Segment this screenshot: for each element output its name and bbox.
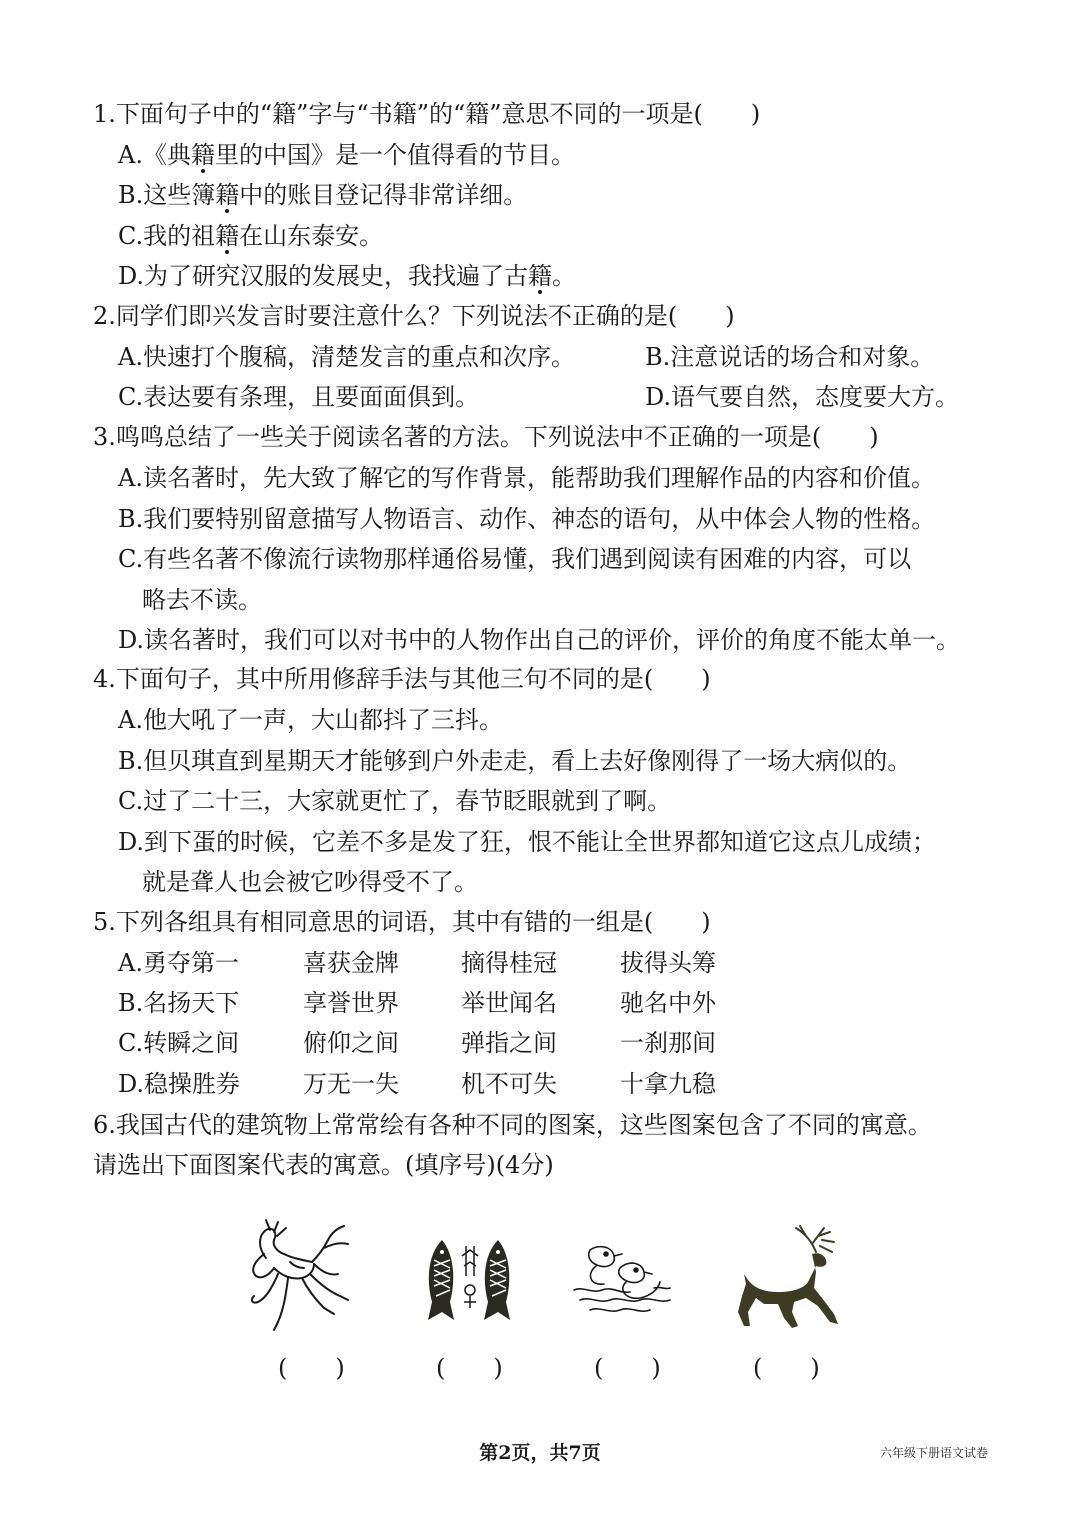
q2-option-d: D.语气要自然，态度要大方。: [645, 383, 960, 411]
q2-option-c: C.表达要有条理，且要面面俱到。: [118, 383, 480, 411]
q3-option-b: B.我们要特别留意描写人物语言、动作、神态的语句，从中体会人物的性格。: [118, 505, 936, 533]
q5-cell: D.稳操胜券: [118, 1070, 241, 1098]
q4-option-d-cont: 就是聋人也会被它吵得受不了。: [142, 868, 478, 896]
emphasis-mark: 籍: [190, 141, 215, 169]
q3-option-c-cont: 略去不读。: [142, 586, 262, 614]
q5-cell: 弹指之间: [461, 1029, 557, 1057]
q5-cell: 举世闻名: [461, 989, 557, 1017]
q5-cell: 拔得头筹: [620, 949, 716, 977]
q4-option-a: A.他大吼了一声，大山都抖了三抖。: [118, 706, 503, 734]
q1-option-a: A.《典籍里的中国》是一个值得看的节目。: [118, 141, 575, 169]
q1-stem: 1.下面句子中的“籍”字与“书籍”的“籍”意思不同的一项是( ): [93, 100, 761, 128]
q4-option-b: B.但贝琪直到星期天才能够到户外走走，看上去好像刚得了一场大病似的。: [118, 747, 912, 775]
q4-option-c: C.过了二十三，大家就更忙了，春节眨眼就到了啊。: [118, 787, 672, 815]
q3-option-a: A.读名著时，先大致了解它的写作背景，能帮助我们理解作品的内容和价值。: [118, 464, 935, 492]
q5-cell: 摘得桂冠: [461, 949, 557, 977]
q4-option-d: D.到下蛋的时候，它差不多是发了狂，恨不能让全世界都知道它这点儿成绩；: [118, 828, 937, 856]
emphasis-mark: 籍: [215, 181, 240, 209]
q6-answer-blank-3[interactable]: ( ): [594, 1354, 661, 1382]
emphasis-mark: 籍: [215, 222, 240, 250]
q4-stem: 4.下面句子，其中所用修辞手法与其他三句不同的是( ): [93, 665, 711, 693]
qilin-icon: [244, 1218, 354, 1336]
q6-stem-cont: 请选出下面图案代表的寓意。(填序号)(4分): [93, 1151, 554, 1179]
q6-answer-blank-1[interactable]: ( ): [278, 1354, 345, 1382]
q3-option-c: C.有些名著不像流行读物那样通俗易懂，我们遇到阅读有困难的内容，可以: [118, 545, 912, 573]
q1-option-b: B.这些簿籍中的账目登记得非常详细。: [118, 181, 528, 209]
q5-cell: 万无一失: [303, 1070, 399, 1098]
page-number: 第2页，共7页: [479, 1442, 601, 1464]
q1-option-d: D.为了研究汉服的发展史，我找遍了古籍。: [118, 262, 577, 290]
q3-option-d: D.读名著时，我们可以对书中的人物作出自己的评价，评价的角度不能太单一。: [118, 626, 961, 654]
emphasis-mark: 籍: [528, 262, 553, 290]
mandarin-ducks-icon: [570, 1242, 674, 1318]
q1-option-c: C.我的祖籍在山东泰安。: [118, 222, 384, 250]
q5-cell: 一刹那间: [620, 1029, 716, 1057]
twin-fish-icon: [422, 1236, 522, 1324]
q5-cell: 驰名中外: [620, 989, 716, 1017]
q5-cell: 喜获金牌: [303, 949, 399, 977]
q6-answer-blank-2[interactable]: ( ): [436, 1354, 503, 1382]
q5-cell: A.勇夺第一: [118, 949, 239, 977]
q2-option-b: B.注意说话的场合和对象。: [645, 343, 935, 371]
q2-option-a: A.快速打个腹稿，清楚发言的重点和次序。: [118, 343, 575, 371]
q5-cell: 十拿九稳: [620, 1070, 716, 1098]
q3-stem: 3.鸣鸣总结了一些关于阅读名著的方法。下列说法中不正确的一项是( ): [93, 423, 879, 451]
deer-icon: [734, 1222, 852, 1334]
q5-cell: 俯仰之间: [303, 1029, 399, 1057]
q5-cell: B.名扬天下: [118, 989, 240, 1017]
q5-cell: 机不可失: [461, 1070, 557, 1098]
q5-cell: 享誉世界: [303, 989, 399, 1017]
q2-stem: 2.同学们即兴发言时要注意什么？下列说法不正确的是( ): [93, 302, 735, 330]
q6-answer-blank-4[interactable]: ( ): [753, 1354, 820, 1382]
q5-cell: C.转瞬之间: [118, 1029, 240, 1057]
paper-title: 六年级下册语文试卷: [880, 1446, 989, 1460]
q6-stem: 6.我国古代的建筑物上常常绘有各种不同的图案，这些图案包含了不同的寓意。: [93, 1111, 932, 1139]
q5-stem: 5.下列各组具有相同意思的词语，其中有错的一组是( ): [93, 908, 711, 936]
